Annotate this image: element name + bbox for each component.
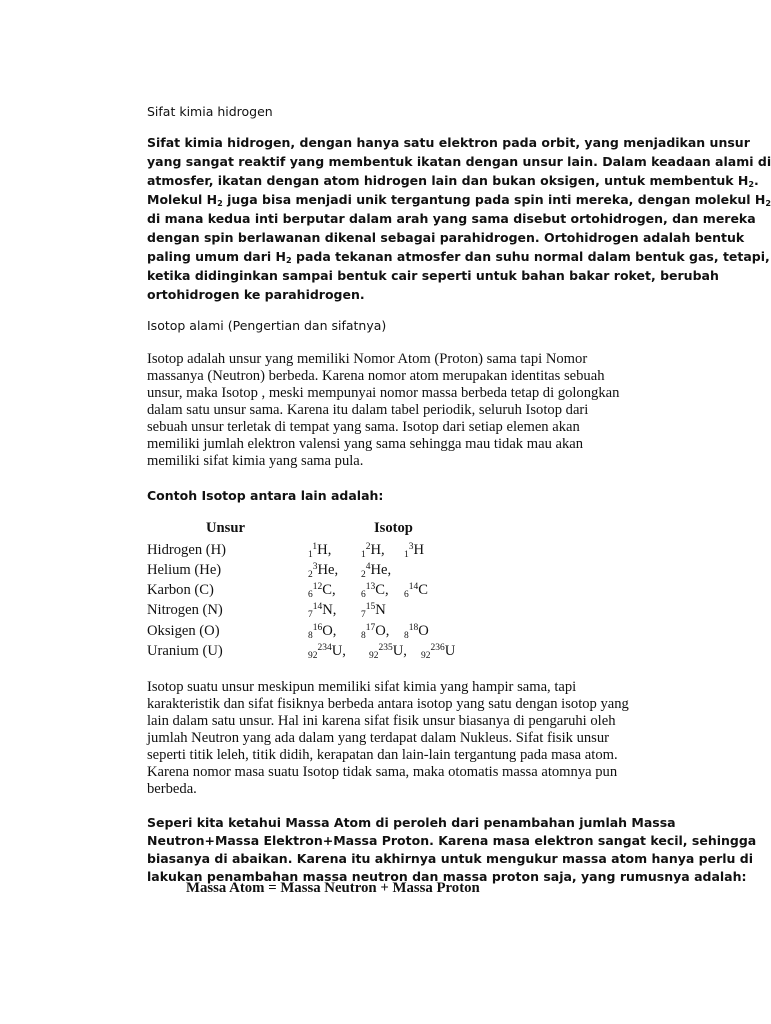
p1-text: . xyxy=(754,173,759,188)
isotope-notation xyxy=(404,542,424,559)
p4-line: biasanya di abaikan. Karena itu akhirnya untuk mengukur massa atom hanya perlu di xyxy=(147,851,754,866)
isotope-notation xyxy=(361,542,385,559)
p3-line: karakteristik dan sifat fisiknya berbeda antara isotop yang satu dengan isotop yang xyxy=(147,696,629,712)
p1-line xyxy=(147,249,770,264)
page-title: Sifat kimia hidrogen xyxy=(147,104,273,119)
mass-number: 14 xyxy=(312,601,323,612)
element-symbol: U xyxy=(444,643,456,659)
isotope-notation xyxy=(361,623,389,640)
element-name: Hidrogen (H) xyxy=(147,542,227,558)
mass-number: 3 xyxy=(312,561,318,572)
separator: , xyxy=(332,602,337,618)
p1-line: dengan spin berlawanan dikenal sebagai parahidrogen. Ortohidrogen adalah bentuk xyxy=(147,230,745,245)
p1-line xyxy=(147,173,759,188)
element-symbol: O xyxy=(418,623,429,639)
isotope-notation xyxy=(361,582,389,599)
mass-number: 15 xyxy=(365,601,376,612)
isotope-notation xyxy=(404,582,428,599)
p3-line: Karena nomor masa suatu Isotop tidak sama, maka otomatis massa atomnya pun xyxy=(147,764,618,780)
mass-number: 236 xyxy=(430,642,445,653)
separator: , xyxy=(342,643,346,659)
element-symbol: N xyxy=(322,602,333,618)
p1-text: atmosfer, ikatan dengan atom hidrogen lain dan bukan oksigen, untuk membentuk H xyxy=(147,173,749,188)
atomic-number: 8 xyxy=(308,630,313,641)
formula: Massa Atom = Massa Neutron + Massa Proton xyxy=(186,880,480,896)
p1-text: juga bisa menjadi unik tergantung pada spin inti mereka, dengan molekul H xyxy=(222,192,766,207)
separator: , xyxy=(385,623,390,639)
element-name: Helium (He) xyxy=(147,562,222,578)
subscript: 2 xyxy=(217,198,223,209)
atomic-number: 7 xyxy=(361,609,366,620)
mass-number: 234 xyxy=(317,642,332,653)
atomic-number: 1 xyxy=(308,549,313,560)
isotope-notation xyxy=(308,643,346,660)
atomic-number: 8 xyxy=(404,630,409,641)
p3-line: seperti titik leleh, titik didih, kerapatan dan lain-lain tergantung pada masa atom. xyxy=(147,747,618,763)
element-symbol: C xyxy=(322,582,332,598)
separator: , xyxy=(387,562,392,578)
atomic-number: 92 xyxy=(308,650,318,661)
atomic-number: 92 xyxy=(369,650,379,661)
mass-number: 17 xyxy=(365,622,376,633)
atomic-number: 2 xyxy=(308,569,313,580)
p1-line: di mana kedua inti berputar dalam arah yang sama disebut ortohidrogen, dan mereka xyxy=(147,211,756,226)
isotope-notation xyxy=(308,623,336,640)
p1-line: Sifat kimia hidrogen, dengan hanya satu elektron pada orbit, yang menjadikan unsur xyxy=(147,135,750,150)
p2-line: sebuah unsur terletak di tempat yang sama. Isotop dari setiap elemen akan xyxy=(147,419,580,435)
isotope-notation xyxy=(308,602,336,619)
subscript: 2 xyxy=(286,255,292,266)
atomic-number: 92 xyxy=(421,650,431,661)
p4-line: Seperi kita ketahui Massa Atom di peroleh dari penambahan jumlah Massa xyxy=(147,815,676,830)
p2-line: Isotop adalah unsur yang memiliki Nomor Atom (Proton) sama tapi Nomor xyxy=(147,351,588,367)
element-symbol: O xyxy=(375,623,386,639)
element-symbol: C xyxy=(375,582,385,598)
element-symbol: H xyxy=(317,542,328,558)
p4-line: Neutron+Massa Elektron+Massa Proton. Karena masa elektron sangat kecil, sehingga xyxy=(147,833,757,848)
separator: , xyxy=(334,562,339,578)
separator: , xyxy=(331,582,336,598)
element-name: Uranium (U) xyxy=(147,643,223,659)
section-heading-contoh: Contoh Isotop antara lain adalah: xyxy=(147,488,384,503)
separator: , xyxy=(403,643,407,659)
p1-line: ketika didinginkan sampai bentuk cair seperti untuk bahan bakar roket, berubah xyxy=(147,268,719,283)
element-symbol: He xyxy=(370,562,388,578)
mass-number: 3 xyxy=(408,541,414,552)
isotope-notation xyxy=(308,542,331,559)
atomic-number: 8 xyxy=(361,630,366,641)
p4-line: lakukan penambahan massa neutron dan massa proton saja, yang rumusnya adalah: xyxy=(147,869,747,884)
element-symbol: H xyxy=(370,542,382,558)
mass-number: 18 xyxy=(408,622,419,633)
mass-number: 16 xyxy=(312,622,323,633)
element-name: Nitrogen (N) xyxy=(147,602,223,618)
isotope-notation xyxy=(361,562,391,579)
table-header-isotop: Isotop xyxy=(374,520,413,536)
p2-line: massanya (Neutron) berbeda. Karena nomor atom merupakan identitas sebuah xyxy=(147,368,605,384)
p1-line: ortohidrogen ke parahidrogen. xyxy=(147,287,365,302)
p1-text: pada tekanan atmosfer dan suhu normal dalam bentuk gas, tetapi, xyxy=(291,249,770,264)
mass-number: 235 xyxy=(378,642,393,653)
separator: , xyxy=(384,582,389,598)
p1-line xyxy=(147,192,771,207)
element-symbol: C xyxy=(418,582,428,598)
p2-line: memiliki sifat kimia yang sama pula. xyxy=(147,453,364,469)
separator: , xyxy=(381,542,385,558)
isotope-notation xyxy=(361,602,386,619)
p3-line: berbeda. xyxy=(147,781,197,797)
element-name: Oksigen (O) xyxy=(147,623,220,639)
atomic-number: 7 xyxy=(308,609,313,620)
atomic-number: 6 xyxy=(361,589,366,600)
atomic-number: 1 xyxy=(404,549,409,560)
mass-number: 14 xyxy=(408,581,419,592)
mass-number: 13 xyxy=(365,581,376,592)
atomic-number: 6 xyxy=(308,589,313,600)
mass-number: 2 xyxy=(365,541,371,552)
p1-text: Molekul H xyxy=(147,192,218,207)
isotope-notation xyxy=(308,562,338,579)
element-name: Karbon (C) xyxy=(147,582,214,598)
p2-line: dalam satu unsur sama. Karena itu dalam tabel periodik, seluruh Isotop dari xyxy=(147,402,589,418)
subscript: 2 xyxy=(765,198,771,209)
mass-number: 4 xyxy=(365,561,371,572)
p3-line: lain dalam satu unsur. Hal ini karena sifat fisik unsur biasanya di pengaruhi oleh xyxy=(147,713,616,729)
element-symbol: U xyxy=(392,643,404,659)
table-header-unsur: Unsur xyxy=(206,520,245,536)
atomic-number: 2 xyxy=(361,569,366,580)
element-symbol: N xyxy=(375,602,386,618)
atomic-number: 6 xyxy=(404,589,409,600)
atomic-number: 1 xyxy=(361,549,366,560)
separator: , xyxy=(332,623,337,639)
section-heading-isotop: Isotop alami (Pengertian dan sifatnya) xyxy=(147,318,387,333)
mass-number: 12 xyxy=(312,581,323,592)
element-symbol: He xyxy=(317,562,335,578)
element-symbol: O xyxy=(322,623,333,639)
element-symbol: H xyxy=(413,542,425,558)
element-symbol: U xyxy=(331,643,343,659)
p1-line: yang sangat reaktif yang membentuk ikatan dengan unsur lain. Dalam keadaan alami di xyxy=(147,154,771,169)
p1-text: paling umum dari H xyxy=(147,249,286,264)
isotope-notation xyxy=(421,643,455,660)
separator: , xyxy=(327,542,332,558)
p3-line: jumlah Neutron yang ada dalam yang terdapat dalam Nukleus. Sifat fisik unsur xyxy=(147,730,610,746)
p2-line: memiliki jumlah elektron valensi yang sama sehingga mau tidak mau akan xyxy=(147,436,584,452)
subscript: 2 xyxy=(748,179,755,190)
isotope-notation xyxy=(404,623,429,640)
p2-line: unsur, maka Isotop , meski mempunyai nomor massa berbeda tetap di golongkan xyxy=(147,385,620,401)
mass-number: 1 xyxy=(312,541,318,552)
p3-line: Isotop suatu unsur meskipun memiliki sifat kimia yang hampir sama, tapi xyxy=(147,679,577,695)
isotope-notation xyxy=(369,643,407,660)
isotope-notation xyxy=(308,582,336,599)
